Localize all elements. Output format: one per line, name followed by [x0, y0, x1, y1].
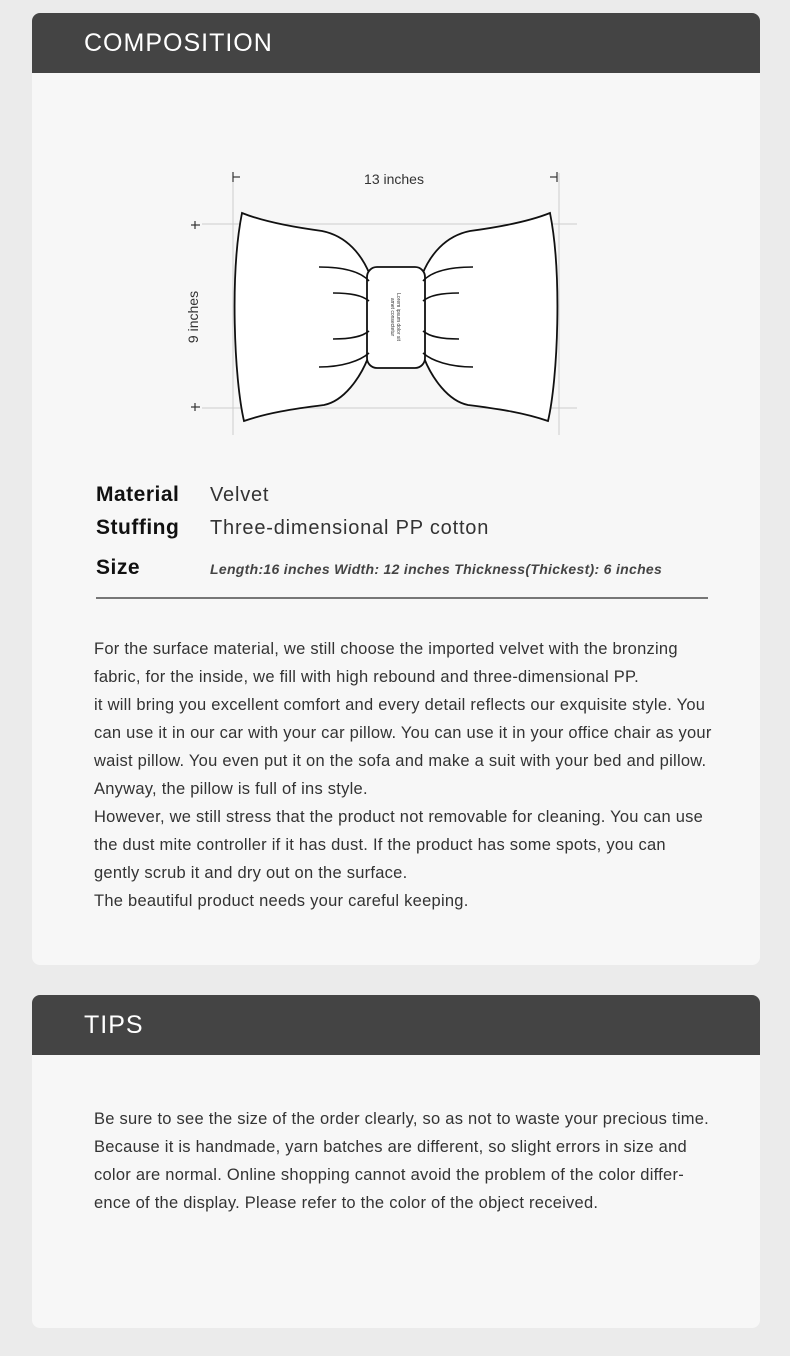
width-dimension-label: 13 inches — [364, 171, 424, 187]
spec-row-material — [96, 483, 269, 507]
spec-value: Length:16 inches Width: 12 inches Thickness(Thickest): 6 inches — [210, 561, 663, 577]
spec-value: Velvet — [210, 484, 270, 506]
tips-title: TIPS — [84, 1010, 144, 1039]
tips-header — [32, 995, 760, 1055]
tips-description — [94, 1105, 714, 1217]
paragraph: For the surface material, we still choose the imported velvet with the bronzing fabric, for the inside, we fill with high rebound and three-dimensional PP. — [94, 640, 678, 686]
spec-label: Size — [96, 556, 141, 579]
paragraph: Be sure to see the size of the order clearly, so as not to waste your precious time. — [94, 1110, 709, 1128]
spec-label: Stuffing — [96, 516, 180, 539]
tips-section — [32, 995, 760, 1328]
spec-label: Material — [96, 483, 180, 506]
tag-text-1: Lorem ipsum dolor sit — [395, 293, 401, 341]
spec-row-size — [96, 556, 662, 580]
paragraph: The beautiful product needs your careful keeping. — [94, 892, 469, 910]
spec-row-stuffing — [96, 516, 489, 540]
composition-title: COMPOSITION — [84, 28, 273, 57]
spec-value: Three-dimensional PP cotton — [210, 517, 490, 539]
paragraph: Because it is handmade, yarn batches are different, so slight errors in size and color are normal. Online shopping cannot avoid the problem of the color differ-ence of the display. Please refer to the color of the object received. — [94, 1138, 687, 1212]
composition-description — [94, 635, 714, 915]
composition-section — [32, 13, 760, 965]
tag-text-2: amet consectetur — [389, 297, 395, 337]
pillow-dimension-diagram — [182, 163, 602, 463]
paragraph: it will bring you excellent comfort and every detail reflects our exquisite style. You can use it in our car with your car pillow. You can use it in your office chair as your waist pillow. You even put it on the sofa and make a suit with your bed and pillow. Anyway, the pillow is full of ins style. — [94, 696, 712, 798]
composition-header — [32, 13, 760, 73]
spec-divider — [96, 597, 708, 599]
paragraph: However, we still stress that the product not removable for cleaning. You can use the dust mite controller if it has dust. If the product has some spots, you can gently scrub it and dry out on the surface. — [94, 808, 704, 882]
height-dimension-label: 9 inches — [185, 290, 201, 344]
